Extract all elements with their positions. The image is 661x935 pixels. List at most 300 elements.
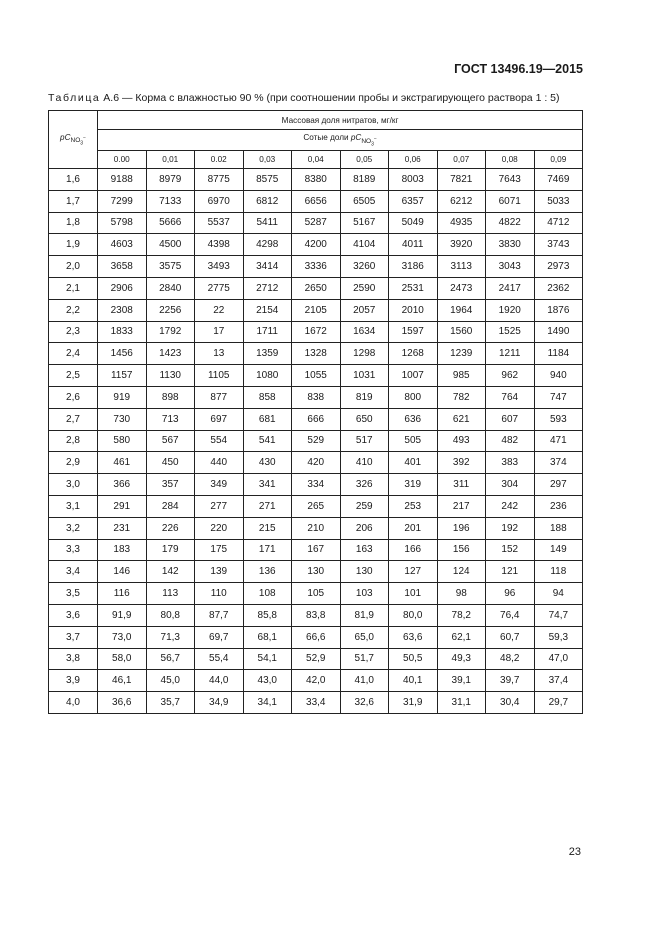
table-cell: 44,0 bbox=[195, 670, 244, 692]
table-cell: 33,4 bbox=[292, 692, 341, 714]
table-cell: 2010 bbox=[389, 299, 438, 321]
table-cell: 1211 bbox=[486, 343, 535, 365]
table-cell: 401 bbox=[389, 452, 438, 474]
row-label: 2,7 bbox=[49, 408, 98, 430]
table-cell: 2973 bbox=[534, 256, 583, 278]
table-cell: 124 bbox=[437, 561, 486, 583]
table-cell: 5287 bbox=[292, 212, 341, 234]
table-cell: 1031 bbox=[340, 365, 389, 387]
table-cell: 1157 bbox=[98, 365, 147, 387]
table-cell: 6505 bbox=[340, 190, 389, 212]
caption-text: А.6 — Корма с влажностью 90 % (при соотношении пробы и экстрагирующего раствора 1 : 5) bbox=[100, 92, 560, 104]
table-cell: 1080 bbox=[243, 365, 292, 387]
table-row bbox=[49, 604, 583, 626]
table-cell: 1833 bbox=[98, 321, 147, 343]
table-cell: 1634 bbox=[340, 321, 389, 343]
table-cell: 2362 bbox=[534, 277, 583, 299]
table-cell: 3113 bbox=[437, 256, 486, 278]
table-cell: 43,0 bbox=[243, 670, 292, 692]
table-cell: 34,1 bbox=[243, 692, 292, 714]
table-cell: 1184 bbox=[534, 343, 583, 365]
table-cell: 87,7 bbox=[195, 604, 244, 626]
table-cell: 210 bbox=[292, 517, 341, 539]
table-cell: 681 bbox=[243, 408, 292, 430]
table-row bbox=[49, 299, 583, 321]
table-cell: 118 bbox=[534, 561, 583, 583]
table-cell: 55,4 bbox=[195, 648, 244, 670]
row-label: 3,3 bbox=[49, 539, 98, 561]
row-label: 2,1 bbox=[49, 277, 98, 299]
table-cell: 621 bbox=[437, 408, 486, 430]
table-cell: 8775 bbox=[195, 169, 244, 191]
table-cell: 1792 bbox=[146, 321, 195, 343]
table-cell: 1920 bbox=[486, 299, 535, 321]
table-row bbox=[49, 365, 583, 387]
table-cell: 73,0 bbox=[98, 626, 147, 648]
table-cell: 1597 bbox=[389, 321, 438, 343]
row-label: 3,8 bbox=[49, 648, 98, 670]
table-cell: 697 bbox=[195, 408, 244, 430]
table-cell: 985 bbox=[437, 365, 486, 387]
table-cell: 517 bbox=[340, 430, 389, 452]
table-cell: 6656 bbox=[292, 190, 341, 212]
table-cell: 782 bbox=[437, 386, 486, 408]
table-cell: 1964 bbox=[437, 299, 486, 321]
table-cell: 179 bbox=[146, 539, 195, 561]
table-cell: 91,9 bbox=[98, 604, 147, 626]
table-cell: 58,0 bbox=[98, 648, 147, 670]
table-cell: 39,1 bbox=[437, 670, 486, 692]
table-cell: 40,1 bbox=[389, 670, 438, 692]
table-cell: 271 bbox=[243, 495, 292, 517]
table-cell: 2775 bbox=[195, 277, 244, 299]
row-label: 3,1 bbox=[49, 495, 98, 517]
table-row bbox=[49, 169, 583, 191]
table-cell: 374 bbox=[534, 452, 583, 474]
table-cell: 2417 bbox=[486, 277, 535, 299]
table-cell: 30,4 bbox=[486, 692, 535, 714]
table-row bbox=[49, 517, 583, 539]
table-cell: 80,0 bbox=[389, 604, 438, 626]
table-cell: 32,6 bbox=[340, 692, 389, 714]
table-row bbox=[49, 648, 583, 670]
table-row bbox=[49, 234, 583, 256]
table-cell: 163 bbox=[340, 539, 389, 561]
table-cell: 4935 bbox=[437, 212, 486, 234]
row-label: 2,4 bbox=[49, 343, 98, 365]
table-cell: 650 bbox=[340, 408, 389, 430]
table-cell: 2531 bbox=[389, 277, 438, 299]
table-cell: 74,7 bbox=[534, 604, 583, 626]
table-cell: 215 bbox=[243, 517, 292, 539]
table-cell: 65,0 bbox=[340, 626, 389, 648]
table-cell: 54,1 bbox=[243, 648, 292, 670]
table-cell: 341 bbox=[243, 474, 292, 496]
table-row bbox=[49, 408, 583, 430]
table-cell: 1456 bbox=[98, 343, 147, 365]
table-cell: 7299 bbox=[98, 190, 147, 212]
table-cell: 29,7 bbox=[534, 692, 583, 714]
table-cell: 101 bbox=[389, 583, 438, 605]
table-cell: 6212 bbox=[437, 190, 486, 212]
table-cell: 607 bbox=[486, 408, 535, 430]
table-cell: 183 bbox=[98, 539, 147, 561]
table-cell: 284 bbox=[146, 495, 195, 517]
table-cell: 253 bbox=[389, 495, 438, 517]
table-cell: 13 bbox=[195, 343, 244, 365]
row-label: 1,9 bbox=[49, 234, 98, 256]
table-cell: 1055 bbox=[292, 365, 341, 387]
table-row bbox=[49, 430, 583, 452]
table-cell: 49,3 bbox=[437, 648, 486, 670]
table-cell: 98 bbox=[437, 583, 486, 605]
table-cell: 319 bbox=[389, 474, 438, 496]
table-cell: 78,2 bbox=[437, 604, 486, 626]
table-cell: 383 bbox=[486, 452, 535, 474]
table-cell: 392 bbox=[437, 452, 486, 474]
column-header-row bbox=[49, 151, 583, 169]
column-header: 0,06 bbox=[389, 151, 438, 169]
table-body bbox=[49, 169, 583, 714]
table-cell: 130 bbox=[340, 561, 389, 583]
table-cell: 2308 bbox=[98, 299, 147, 321]
table-cell: 5537 bbox=[195, 212, 244, 234]
table-cell: 505 bbox=[389, 430, 438, 452]
table-cell: 334 bbox=[292, 474, 341, 496]
table-cell: 4298 bbox=[243, 234, 292, 256]
table-cell: 142 bbox=[146, 561, 195, 583]
table-cell: 46,1 bbox=[98, 670, 147, 692]
table-row bbox=[49, 212, 583, 234]
table-row bbox=[49, 321, 583, 343]
table-cell: 2473 bbox=[437, 277, 486, 299]
row-label: 2,8 bbox=[49, 430, 98, 452]
table-row bbox=[49, 474, 583, 496]
table-cell: 105 bbox=[292, 583, 341, 605]
table-cell: 1105 bbox=[195, 365, 244, 387]
table-cell: 3920 bbox=[437, 234, 486, 256]
table-cell: 45,0 bbox=[146, 670, 195, 692]
table-cell: 8380 bbox=[292, 169, 341, 191]
column-header: 0,04 bbox=[292, 151, 341, 169]
sub-header: Сотые доли $pC_{NO_3^-}$ bbox=[98, 130, 583, 151]
table-cell: 166 bbox=[389, 539, 438, 561]
table-cell: 8003 bbox=[389, 169, 438, 191]
table-cell: 471 bbox=[534, 430, 583, 452]
table-cell: 1490 bbox=[534, 321, 583, 343]
row-label: 1,8 bbox=[49, 212, 98, 234]
table-cell: 7643 bbox=[486, 169, 535, 191]
table-cell: 3043 bbox=[486, 256, 535, 278]
table-cell: 636 bbox=[389, 408, 438, 430]
table-cell: 666 bbox=[292, 408, 341, 430]
table-row bbox=[49, 256, 583, 278]
table-cell: 554 bbox=[195, 430, 244, 452]
table-cell: 420 bbox=[292, 452, 341, 474]
table-cell: 2840 bbox=[146, 277, 195, 299]
table-cell: 5666 bbox=[146, 212, 195, 234]
table-cell: 236 bbox=[534, 495, 583, 517]
table-cell: 3260 bbox=[340, 256, 389, 278]
table-cell: 85,8 bbox=[243, 604, 292, 626]
table-cell: 713 bbox=[146, 408, 195, 430]
table-cell: 3575 bbox=[146, 256, 195, 278]
table-cell: 919 bbox=[98, 386, 147, 408]
table-cell: 357 bbox=[146, 474, 195, 496]
table-cell: 196 bbox=[437, 517, 486, 539]
table-cell: 68,1 bbox=[243, 626, 292, 648]
table-cell: 35,7 bbox=[146, 692, 195, 714]
table-cell: 80,8 bbox=[146, 604, 195, 626]
column-header: 0,09 bbox=[534, 151, 583, 169]
table-cell: 259 bbox=[340, 495, 389, 517]
table-cell: 1298 bbox=[340, 343, 389, 365]
table-cell: 5798 bbox=[98, 212, 147, 234]
table-cell: 206 bbox=[340, 517, 389, 539]
table-cell: 1130 bbox=[146, 365, 195, 387]
table-cell: 493 bbox=[437, 430, 486, 452]
table-cell: 242 bbox=[486, 495, 535, 517]
row-label: 2,9 bbox=[49, 452, 98, 474]
table-cell: 1525 bbox=[486, 321, 535, 343]
row-label: 2,5 bbox=[49, 365, 98, 387]
table-cell: 127 bbox=[389, 561, 438, 583]
table-cell: 580 bbox=[98, 430, 147, 452]
table-cell: 6071 bbox=[486, 190, 535, 212]
table-cell: 461 bbox=[98, 452, 147, 474]
table-cell: 36,6 bbox=[98, 692, 147, 714]
table-cell: 366 bbox=[98, 474, 147, 496]
table-cell: 108 bbox=[243, 583, 292, 605]
table-cell: 4398 bbox=[195, 234, 244, 256]
table-cell: 121 bbox=[486, 561, 535, 583]
table-cell: 3186 bbox=[389, 256, 438, 278]
table-cell: 277 bbox=[195, 495, 244, 517]
table-cell: 877 bbox=[195, 386, 244, 408]
table-cell: 5411 bbox=[243, 212, 292, 234]
table-cell: 297 bbox=[534, 474, 583, 496]
row-label: 3,4 bbox=[49, 561, 98, 583]
table-cell: 8189 bbox=[340, 169, 389, 191]
table-cell: 22 bbox=[195, 299, 244, 321]
table-cell: 2650 bbox=[292, 277, 341, 299]
table-cell: 962 bbox=[486, 365, 535, 387]
table-cell: 1359 bbox=[243, 343, 292, 365]
table-cell: 3743 bbox=[534, 234, 583, 256]
row-label: 2,6 bbox=[49, 386, 98, 408]
table-row bbox=[49, 386, 583, 408]
table-row bbox=[49, 670, 583, 692]
row-label: 3,2 bbox=[49, 517, 98, 539]
table-cell: 1239 bbox=[437, 343, 486, 365]
table-cell: 4500 bbox=[146, 234, 195, 256]
table-row bbox=[49, 452, 583, 474]
table-cell: 83,8 bbox=[292, 604, 341, 626]
nitrate-table bbox=[48, 110, 583, 714]
table-cell: 48,2 bbox=[486, 648, 535, 670]
table-cell: 6812 bbox=[243, 190, 292, 212]
row-label: 1,7 bbox=[49, 190, 98, 212]
table-cell: 730 bbox=[98, 408, 147, 430]
table-cell: 304 bbox=[486, 474, 535, 496]
row-label: 2,0 bbox=[49, 256, 98, 278]
table-cell: 6357 bbox=[389, 190, 438, 212]
table-cell: 567 bbox=[146, 430, 195, 452]
table-cell: 116 bbox=[98, 583, 147, 605]
table-cell: 110 bbox=[195, 583, 244, 605]
table-cell: 3414 bbox=[243, 256, 292, 278]
table-row bbox=[49, 539, 583, 561]
table-cell: 593 bbox=[534, 408, 583, 430]
table-cell: 1672 bbox=[292, 321, 341, 343]
row-label: 1,6 bbox=[49, 169, 98, 191]
table-cell: 1876 bbox=[534, 299, 583, 321]
table-caption bbox=[48, 92, 560, 104]
table-cell: 2590 bbox=[340, 277, 389, 299]
table-cell: 231 bbox=[98, 517, 147, 539]
table-cell: 39,7 bbox=[486, 670, 535, 692]
table-cell: 2105 bbox=[292, 299, 341, 321]
table-row bbox=[49, 626, 583, 648]
table-cell: 139 bbox=[195, 561, 244, 583]
table-cell: 175 bbox=[195, 539, 244, 561]
table-cell: 430 bbox=[243, 452, 292, 474]
table-cell: 81,9 bbox=[340, 604, 389, 626]
table-cell: 2256 bbox=[146, 299, 195, 321]
table-cell: 94 bbox=[534, 583, 583, 605]
table-cell: 4822 bbox=[486, 212, 535, 234]
table-cell: 2906 bbox=[98, 277, 147, 299]
table-cell: 7133 bbox=[146, 190, 195, 212]
table-cell: 2057 bbox=[340, 299, 389, 321]
table-cell: 3336 bbox=[292, 256, 341, 278]
table-cell: 2712 bbox=[243, 277, 292, 299]
table-cell: 8979 bbox=[146, 169, 195, 191]
table-cell: 96 bbox=[486, 583, 535, 605]
table-cell: 6970 bbox=[195, 190, 244, 212]
table-cell: 819 bbox=[340, 386, 389, 408]
table-cell: 149 bbox=[534, 539, 583, 561]
table-cell: 167 bbox=[292, 539, 341, 561]
table-cell: 747 bbox=[534, 386, 583, 408]
table-cell: 188 bbox=[534, 517, 583, 539]
table-cell: 349 bbox=[195, 474, 244, 496]
table-cell: 51,7 bbox=[340, 648, 389, 670]
table-row bbox=[49, 561, 583, 583]
table-cell: 47,0 bbox=[534, 648, 583, 670]
row-label: 3,7 bbox=[49, 626, 98, 648]
table-cell: 482 bbox=[486, 430, 535, 452]
table-cell: 62,1 bbox=[437, 626, 486, 648]
table-cell: 1711 bbox=[243, 321, 292, 343]
table-cell: 529 bbox=[292, 430, 341, 452]
table-cell: 450 bbox=[146, 452, 195, 474]
standard-number: ГОСТ 13496.19—2015 bbox=[454, 62, 583, 76]
table-cell: 76,4 bbox=[486, 604, 535, 626]
row-label: 3,9 bbox=[49, 670, 98, 692]
row-label: 2,3 bbox=[49, 321, 98, 343]
table-cell: 311 bbox=[437, 474, 486, 496]
caption-prefix: Таблица bbox=[48, 92, 101, 104]
table-cell: 800 bbox=[389, 386, 438, 408]
table-row bbox=[49, 495, 583, 517]
table-cell: 1560 bbox=[437, 321, 486, 343]
table-cell: 326 bbox=[340, 474, 389, 496]
table-cell: 4011 bbox=[389, 234, 438, 256]
table-cell: 9188 bbox=[98, 169, 147, 191]
row-label: 4,0 bbox=[49, 692, 98, 714]
table-cell: 42,0 bbox=[292, 670, 341, 692]
table-cell: 4603 bbox=[98, 234, 147, 256]
table-cell: 3830 bbox=[486, 234, 535, 256]
table-row bbox=[49, 692, 583, 714]
row-header-pc: $pC_{NO_3^-}$ bbox=[49, 111, 98, 169]
table-cell: 130 bbox=[292, 561, 341, 583]
table-cell: 2154 bbox=[243, 299, 292, 321]
row-label: 3,5 bbox=[49, 583, 98, 605]
table-cell: 136 bbox=[243, 561, 292, 583]
table-cell: 60,7 bbox=[486, 626, 535, 648]
table-cell: 71,3 bbox=[146, 626, 195, 648]
row-label: 2,2 bbox=[49, 299, 98, 321]
table-cell: 171 bbox=[243, 539, 292, 561]
table-cell: 4712 bbox=[534, 212, 583, 234]
table-cell: 4200 bbox=[292, 234, 341, 256]
table-cell: 1268 bbox=[389, 343, 438, 365]
table-cell: 152 bbox=[486, 539, 535, 561]
table-cell: 410 bbox=[340, 452, 389, 474]
table-row bbox=[49, 343, 583, 365]
table-cell: 146 bbox=[98, 561, 147, 583]
table-cell: 3493 bbox=[195, 256, 244, 278]
table-cell: 838 bbox=[292, 386, 341, 408]
table-row bbox=[49, 583, 583, 605]
table-cell: 201 bbox=[389, 517, 438, 539]
table-cell: 226 bbox=[146, 517, 195, 539]
table-cell: 59,3 bbox=[534, 626, 583, 648]
table-cell: 4104 bbox=[340, 234, 389, 256]
table-cell: 41,0 bbox=[340, 670, 389, 692]
table-cell: 5033 bbox=[534, 190, 583, 212]
column-header: 0,03 bbox=[243, 151, 292, 169]
table-cell: 103 bbox=[340, 583, 389, 605]
column-header: 0,05 bbox=[340, 151, 389, 169]
table-cell: 52,9 bbox=[292, 648, 341, 670]
table-cell: 34,9 bbox=[195, 692, 244, 714]
page-number: 23 bbox=[568, 846, 581, 858]
table-cell: 440 bbox=[195, 452, 244, 474]
table-cell: 156 bbox=[437, 539, 486, 561]
table-cell: 220 bbox=[195, 517, 244, 539]
table-cell: 1423 bbox=[146, 343, 195, 365]
table-cell: 898 bbox=[146, 386, 195, 408]
table-cell: 37,4 bbox=[534, 670, 583, 692]
table-cell: 291 bbox=[98, 495, 147, 517]
table-cell: 31,9 bbox=[389, 692, 438, 714]
row-label: 3,0 bbox=[49, 474, 98, 496]
group-header: Массовая доля нитратов, мг/кг bbox=[98, 111, 583, 130]
table-cell: 764 bbox=[486, 386, 535, 408]
table-cell: 3658 bbox=[98, 256, 147, 278]
table-cell: 217 bbox=[437, 495, 486, 517]
table-cell: 7821 bbox=[437, 169, 486, 191]
table-cell: 265 bbox=[292, 495, 341, 517]
table-cell: 7469 bbox=[534, 169, 583, 191]
table-cell: 17 bbox=[195, 321, 244, 343]
table-row bbox=[49, 190, 583, 212]
table-cell: 192 bbox=[486, 517, 535, 539]
column-header: 0,08 bbox=[486, 151, 535, 169]
